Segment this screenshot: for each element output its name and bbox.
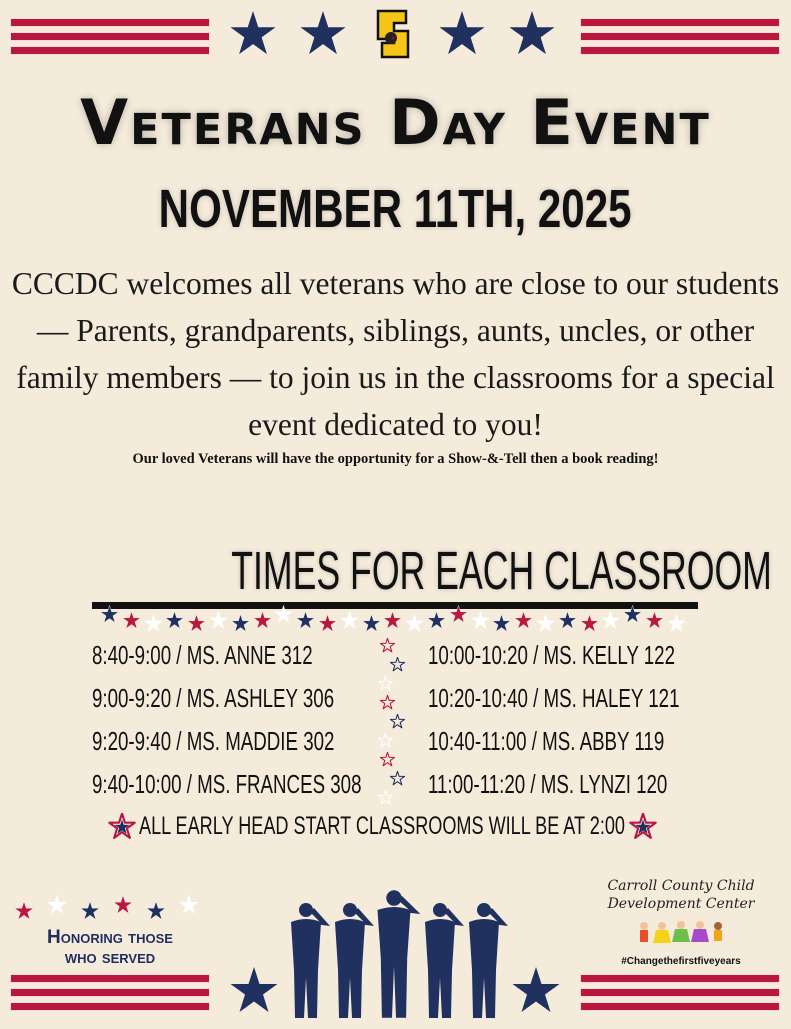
top-left-stripes	[11, 19, 209, 61]
honor-stars	[14, 895, 206, 925]
hashtag: #Changethefirstfiveyears	[621, 956, 741, 967]
schedule-row: 9:00-9:20 / MS. ASHLEY 306	[92, 683, 335, 713]
star-icon	[378, 676, 393, 691]
star-icon	[378, 733, 393, 748]
star-icon	[390, 714, 405, 729]
early-head-start-note: ALL EARLY HEAD START CLASSROOMS WILL BE AT 2:00	[108, 812, 657, 841]
activity-description: Our loved Veterans will have the opportunity for a Show-&-Tell then a book reading!	[132, 451, 659, 467]
star-icon	[228, 966, 280, 1016]
star-icon	[113, 895, 133, 915]
star-icon	[449, 605, 468, 624]
star-icon	[47, 895, 67, 915]
welcome-paragraph: CCCDC welcomes all veterans who are close to our students — Parents, grandparents, siblings, aunts, uncles, or other family members — to join us in the classrooms for a special event dedicated to you!	[11, 266, 780, 442]
star-icon	[108, 813, 136, 840]
schedule-row: 8:40-9:00 / MS. ANNE 312	[92, 640, 313, 670]
honoring-text: Honoring those who served	[47, 927, 173, 968]
star-icon	[390, 771, 405, 786]
star-bunting	[100, 605, 690, 635]
star-icon	[558, 611, 577, 630]
star-icon	[378, 790, 393, 805]
star-icon	[340, 611, 359, 630]
star-icon	[144, 614, 163, 633]
schedule-row: 10:20-10:40 / MS. HALEY 121	[428, 683, 680, 713]
star-icon	[318, 614, 337, 633]
children-illustration-icon	[636, 918, 728, 952]
star-icon	[601, 611, 620, 630]
star-icon	[514, 611, 533, 630]
event-date: NOVEMBER 11TH, 2025	[159, 179, 632, 239]
star-icon	[471, 611, 490, 630]
soldier-silhouette	[335, 903, 374, 1018]
star-icon	[146, 901, 166, 921]
star-icon	[362, 614, 381, 633]
bottom-right-stripes	[581, 975, 779, 1017]
star-icon	[380, 752, 395, 767]
star-icon	[253, 611, 272, 630]
event-title: Veterans Day Event	[80, 86, 711, 159]
star-icon	[274, 605, 293, 624]
star-icon	[179, 895, 199, 915]
star-column-decoration	[376, 638, 412, 813]
top-right-stripes	[581, 19, 779, 61]
star-icon	[298, 10, 348, 58]
star-icon	[580, 614, 599, 633]
star-icon	[390, 657, 405, 672]
schedule-row: 11:00-11:20 / MS. LYNZI 120	[428, 769, 668, 799]
star-icon	[380, 695, 395, 710]
school-logo-icon	[374, 7, 414, 62]
schedule-heading: TIMES FOR EACH CLASSROOM	[231, 541, 772, 601]
star-icon	[383, 611, 402, 630]
star-icon	[80, 901, 100, 921]
star-icon	[507, 10, 557, 58]
star-icon	[231, 614, 250, 633]
schedule-row: 10:40-11:00 / MS. ABBY 119	[428, 726, 665, 756]
schedule-row: 10:00-10:20 / MS. KELLY 122	[428, 640, 676, 670]
org-name: Carroll County Child Development Center	[607, 878, 755, 912]
schedule-row: 9:20-9:40 / MS. MADDIE 302	[92, 726, 335, 756]
star-icon	[437, 10, 487, 58]
star-icon	[645, 611, 664, 630]
star-icon	[623, 605, 642, 624]
soldier-silhouette	[378, 890, 421, 1018]
soldier-silhouette	[291, 903, 330, 1018]
star-icon	[510, 966, 562, 1016]
saluting-soldiers-icon	[286, 886, 514, 1024]
star-icon	[122, 611, 141, 630]
star-icon	[380, 638, 395, 653]
star-icon	[629, 813, 657, 840]
star-icon	[667, 614, 686, 633]
schedule-row: 9:40-10:00 / MS. FRANCES 308	[92, 769, 362, 799]
star-icon	[14, 901, 34, 921]
star-icon	[405, 614, 424, 633]
bottom-left-stripes	[11, 975, 209, 1017]
star-icon	[536, 614, 555, 633]
soldier-silhouette	[469, 903, 508, 1018]
schedule-right-column	[428, 640, 777, 812]
star-icon	[100, 605, 119, 624]
soldier-silhouette	[425, 903, 464, 1018]
star-icon	[228, 10, 278, 58]
star-icon	[165, 611, 184, 630]
star-icon	[296, 611, 315, 630]
star-icon	[187, 614, 206, 633]
star-icon	[427, 611, 446, 630]
star-icon	[492, 614, 511, 633]
star-icon	[209, 611, 228, 630]
